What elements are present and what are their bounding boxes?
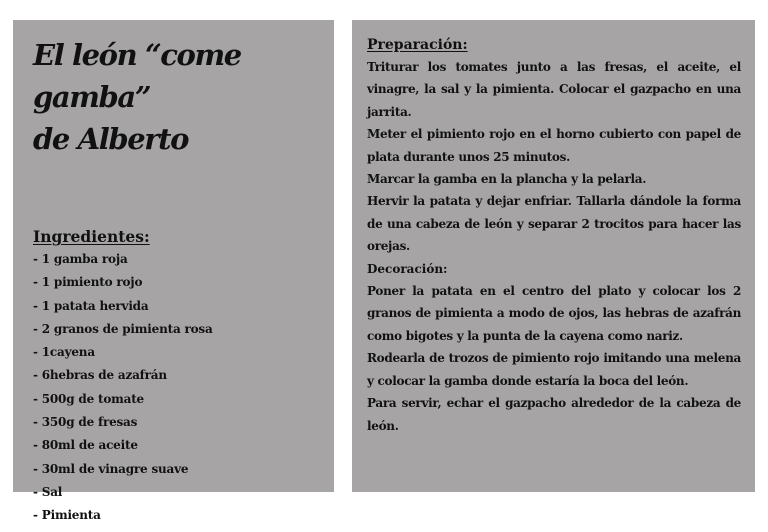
ingredient-item: - 2 granos de pimienta rosa — [33, 321, 213, 336]
preparation-step: Hervir la patata y dejar enfriar. Tallarla dándole la forma de una cabeza de león y separar 2 trocitos para hacer las orejas. — [367, 194, 741, 254]
decoration-step: Poner la patata en el centro del plato y colocar los 2 granos de pimienta a modo de ojos, las hebras de azafrán como bigotes y la punta de la cayena como nariz. — [367, 284, 741, 343]
ingredient-item: - 350g de fresas — [33, 415, 138, 430]
ingredient-item: - 6hebras de azafrán — [33, 368, 167, 383]
decoration-step: Rodearla de trozos de pimiento rojo imitando una melena y colocar la gamba donde estaría la boca del león. — [367, 351, 741, 388]
ingredients-list — [33, 248, 322, 528]
ingredient-item: - 1 patata hervida — [33, 298, 149, 313]
ingredient-item: - 1 pimiento rojo — [33, 275, 143, 290]
ingredient-item: - 1 gamba roja — [33, 252, 128, 266]
preparation-step: Triturar los tomates junto a las fresas, el aceite, el vinagre, la sal y la pimienta. Colocar el gazpacho en una jarrita. — [367, 60, 741, 119]
recipe-title-card — [13, 20, 334, 523]
ingredient-item: - 30ml de vinagre suave — [33, 461, 189, 476]
ingredients-heading: Ingredientes: — [33, 227, 150, 246]
ingredient-item: - Sal — [33, 484, 63, 499]
preparation-card — [352, 20, 755, 492]
ingredient-item: - 500g de tomate — [33, 391, 144, 406]
decoration-heading: Decoración: — [367, 261, 448, 276]
preparation-step: Meter el pimiento rojo en el horno cubierto con papel de plata durante unos 25 minutos. — [367, 127, 741, 164]
preparation-step: Marcar la gamba en la plancha y la pelarla. — [367, 172, 647, 187]
preparation-heading: Preparación: — [367, 37, 468, 53]
ingredient-item: - Pimienta — [33, 508, 101, 523]
recipe-title — [33, 34, 322, 160]
ingredient-item: - 80ml de aceite — [33, 438, 138, 453]
recipe-title-line-1: El león “come gamba” — [33, 38, 241, 114]
decoration-step: Para servir, echar el gazpacho alrededor de la cabeza de león. — [367, 396, 741, 433]
ingredient-item: - 1cayena — [33, 345, 95, 360]
recipe-title-line-2: de Alberto — [33, 122, 189, 156]
